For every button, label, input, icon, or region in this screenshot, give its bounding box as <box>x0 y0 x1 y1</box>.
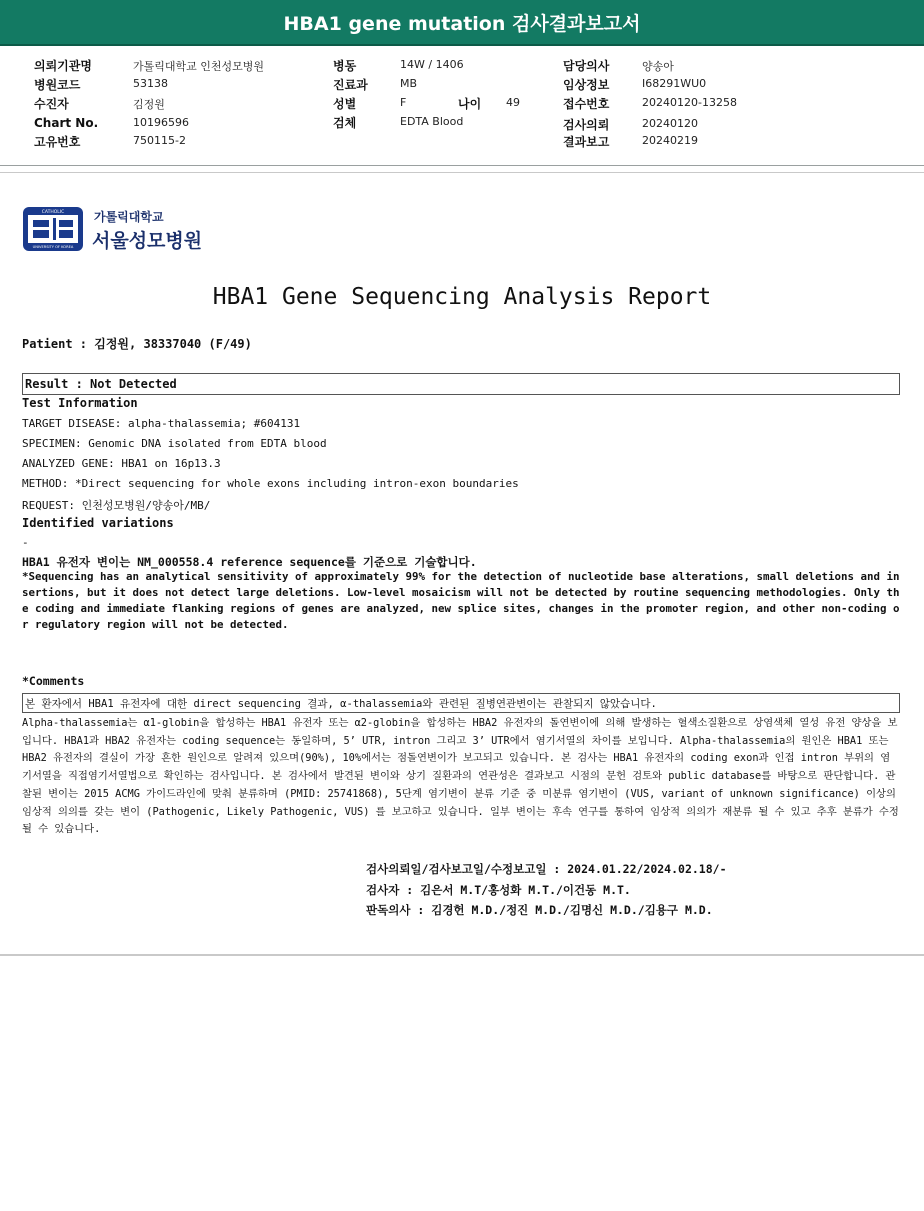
logo-hospital-name: 서울성모병원 <box>92 230 203 252</box>
clinical-info-label: 임상정보 <box>563 78 610 92</box>
institution-value: 가톨릭대학교 인천성모병원 <box>133 60 265 73</box>
unique-no-label: 고유번호 <box>34 135 81 149</box>
ward-value: 14W / 1406 <box>400 58 464 71</box>
doctor-value: 양송아 <box>642 60 674 73</box>
patient-header <box>0 48 924 166</box>
doctor-label: 담당의사 <box>563 59 610 73</box>
comment-summary-box <box>22 693 900 713</box>
title-bar <box>0 0 924 46</box>
specimen-value: EDTA Blood <box>400 115 464 128</box>
chart-no-label: Chart No. <box>34 116 99 130</box>
request-date-label: 검사의뢰 <box>563 118 610 132</box>
report-dates: 검사의뢰일/검사보고일/수정보고일 : 2024.01.22/2024.02.18/- <box>366 862 727 876</box>
emblem-text-bottom: UNIVERSITY OF KOREA <box>32 245 74 249</box>
request-line: REQUEST: 인천성모병원/양송아/MB/ <box>22 499 211 512</box>
department-value: MB <box>400 77 418 90</box>
test-info-heading: Test Information <box>22 396 138 410</box>
logo-university-name: 가톨릭대학교 <box>94 210 164 224</box>
patient-line: Patient : 김정원, 38337040 (F/49) <box>22 337 252 351</box>
age-value: 49 <box>506 96 520 109</box>
reading-physicians: 판독의사 : 김경헌 M.D./정진 M.D./김명신 M.D./김용구 M.D. <box>366 903 713 917</box>
receipt-no-value: 20240120-13258 <box>642 96 737 109</box>
identified-variations-value: - <box>22 536 29 549</box>
specimen-line: SPECIMEN: Genomic DNA isolated from EDTA blood <box>22 437 327 450</box>
institution-label: 의뢰기관명 <box>34 59 92 73</box>
target-disease: TARGET DISEASE: alpha-thalassemia; #604131 <box>22 417 301 430</box>
department-label: 진료과 <box>333 78 368 92</box>
analyzed-gene: ANALYZED GENE: HBA1 on 16p13.3 <box>22 457 221 470</box>
header-divider <box>0 172 924 173</box>
result-text: Result : Not Detected <box>25 377 177 391</box>
receipt-no-label: 접수번호 <box>563 97 610 111</box>
comments-heading: *Comments <box>22 674 85 688</box>
footer-divider <box>0 954 924 956</box>
title-bar-text: HBA1 gene mutation 검사결과보고서 <box>283 12 641 35</box>
sensitivity-note: *Sequencing has an analytical sensitivity of approximately 99% for the detection of nucleotide base alterations, small deletions and insertions, but it does not detect large deletions. Low-level mosaicism will not be detected by routine sequencing methodologies. Only the coding and immediate flanking regions of genes are analyzed, new splice sites, changes in the promoter region, and other non-coding or regulatory region will not be detected. <box>22 570 900 631</box>
unique-no-value: 750115-2 <box>133 134 186 147</box>
report-date-value: 20240219 <box>642 134 698 147</box>
report-title: HBA1 Gene Sequencing Analysis Report <box>212 284 712 310</box>
emblem-text-top: CATHOLIC <box>41 210 65 215</box>
hospital-code-label: 병원코드 <box>34 78 81 92</box>
report-date-label: 결과보고 <box>563 135 610 149</box>
request-date-value: 20240120 <box>642 117 698 130</box>
clinical-info-value: I68291WU0 <box>642 77 707 90</box>
method-line: METHOD: *Direct sequencing for whole exons including intron-exon boundaries <box>22 477 519 490</box>
chart-no-value: 10196596 <box>133 116 189 129</box>
comment-summary: 본 환자에서 HBA1 유전자에 대한 direct sequencing 결과, α-thalassemia와 관련된 질병연관변이는 관찰되지 않았습니다. <box>25 698 657 710</box>
sex-label: 성별 <box>333 97 357 111</box>
age-label: 나이 <box>458 97 482 111</box>
hospital-code-value: 53138 <box>133 77 168 90</box>
ward-label: 병동 <box>333 59 357 73</box>
result-box <box>22 373 900 395</box>
identified-variations-heading: Identified variations <box>22 516 174 530</box>
specimen-label: 검체 <box>333 116 357 130</box>
comment-body: Alpha-thalassemia는 α1-globin을 합성하는 HBA1 유전자 또는 α2-globin을 합성하는 HBA2 유전자의 돌연변이에 의해 발생하는 혈색소질환으로 상염색체 열성 유전 양상을 보입니다. HBA1과 HBA2 유전자는 coding sequence는 동일하며, 5’ UTR, intron 그리고 3’ UTR에서 염기서열의 차이를 보입니다. Alpha-thalassemia의 원인은 HBA1 또는 HBA2 유전자의 결실이 가장 흔한 원인으로 알려져 있으며(90%), 10%에서는 점돌연변이가 보고되고 있습니다. 본 검사는 HBA1 유전자의 coding exon과 인접 intron 부위의 염기서열을 직접염기서열법으로 확인하는 검사입니다. 본 검사에서 발견된 변이와 상기 질환과의 연관성은 결과보고 시점의 문헌 검토와 public database를 바탕으로 판단합니다. 관찰된 변이는 2015 ACMG 가이드라인에 맞춰 분류하며 (PMID: 25741868), 5단계 염기변이 분류 기준 중 미분류 염기변이 (VUS, variant of unknown significance) 이상의 임상적 의의를 갖는 변이 (Pathogenic, Likely Pathogenic, VUS) 를 보고하고 있습니다. 일부 변이는 후속 연구를 통하여 임상적 의의가 재분류 될 수 있고 추후 분류가 수정될 수 있습니다. <box>22 717 899 836</box>
catholic-university-emblem-icon <box>22 206 84 252</box>
patient-label: 수진자 <box>34 97 69 111</box>
patient-value: 김정원 <box>133 98 165 111</box>
reference-note: HBA1 유전자 변이는 NM_000558.4 reference sequence를 기준으로 기술합니다. <box>22 555 477 569</box>
sex-value: F <box>400 96 407 109</box>
technicians: 검사자 : 김은서 M.T/홍성화 M.T./이건동 M.T. <box>366 883 631 897</box>
